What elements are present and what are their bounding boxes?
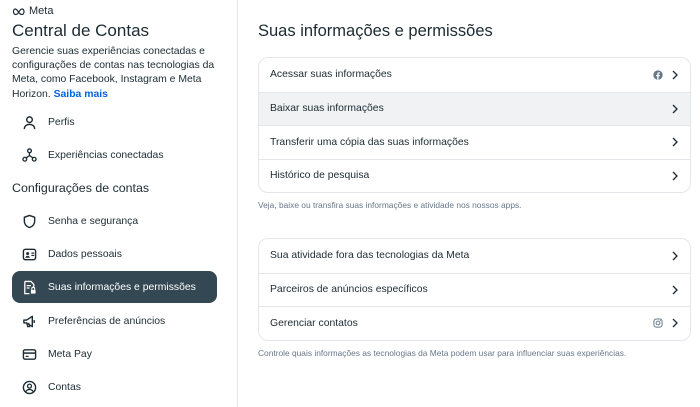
sidebar-item-label: Contas <box>48 381 81 393</box>
sidebar-item-senha[interactable] <box>12 205 217 237</box>
id-card-icon <box>22 247 37 262</box>
group2-caption: Controle quais informações as tecnologias da Meta podem usar para influenciar suas experiências. <box>258 348 627 358</box>
sidebar-item-label: Experiências conectadas <box>48 149 164 161</box>
main-content <box>238 0 700 407</box>
sidebar-item-perfis[interactable] <box>12 106 217 138</box>
document-lock-icon <box>22 280 37 295</box>
megaphone-icon <box>22 314 37 329</box>
row-gerenciar-contatos[interactable] <box>259 306 690 340</box>
section-title: Suas informações e permissões <box>258 22 493 40</box>
chevron-right-icon <box>671 137 679 147</box>
sidebar-item-label: Suas informações e permissões <box>48 281 196 293</box>
row-acessar-informacoes[interactable] <box>259 58 690 92</box>
sidebar-item-informacoes[interactable] <box>12 271 217 303</box>
sidebar-item-label: Senha e segurança <box>48 215 139 227</box>
row-label: Gerenciar contatos <box>270 317 358 329</box>
sidebar-item-anuncios[interactable] <box>12 305 217 337</box>
credit-card-icon <box>22 347 37 362</box>
row-parceiros-anuncios[interactable] <box>259 273 690 307</box>
chevron-right-icon <box>671 104 679 114</box>
sidebar <box>0 0 238 407</box>
sidebar-description <box>12 45 230 102</box>
row-atividade-fora[interactable] <box>259 239 690 273</box>
page-title: Central de Contas <box>12 21 150 40</box>
row-baixar-informacoes[interactable] <box>259 92 690 126</box>
instagram-icon <box>653 318 663 328</box>
meta-logo[interactable] <box>12 5 53 17</box>
person-icon <box>22 115 37 130</box>
account-circle-icon <box>22 380 37 395</box>
shield-icon <box>22 214 37 229</box>
sidebar-item-label: Meta Pay <box>48 348 92 360</box>
brand-name: Meta <box>29 5 54 17</box>
row-label: Transferir uma cópia das suas informações <box>270 136 469 148</box>
chevron-right-icon <box>671 318 679 328</box>
sidebar-item-contas[interactable] <box>12 371 217 403</box>
sidebar-item-label: Perfis <box>48 116 75 128</box>
row-historico-pesquisa[interactable] <box>259 159 690 193</box>
sidebar-item-experiencias[interactable] <box>12 139 217 171</box>
chevron-right-icon <box>671 251 679 261</box>
description-text: Gerencie suas experiências conectadas e configurações de contas nas tecnologias da Meta, como Facebook, Instagram e Meta Horizon. <box>12 46 215 100</box>
sidebar-item-meta-pay[interactable] <box>12 338 217 370</box>
learn-more-link[interactable]: Saiba mais <box>53 88 108 100</box>
group1-caption: Veja, baixe ou transfira suas informações e atividade nos nossos apps. <box>258 200 522 210</box>
facebook-icon <box>653 70 663 80</box>
sidebar-item-label: Dados pessoais <box>48 248 122 260</box>
chevron-right-icon <box>671 171 679 181</box>
sidebar-item-dados[interactable] <box>12 238 217 270</box>
sidebar-item-label: Preferências de anúncios <box>48 315 166 327</box>
row-label: Baixar suas informações <box>270 103 384 115</box>
row-label: Parceiros de anúncios específicos <box>270 284 428 296</box>
row-transferir-copia[interactable] <box>259 125 690 159</box>
connected-nodes-icon <box>22 148 37 163</box>
row-label: Histórico de pesquisa <box>270 170 370 182</box>
section-label: Configurações de contas <box>12 181 150 195</box>
chevron-right-icon <box>671 70 679 80</box>
meta-infinity-icon <box>12 7 26 16</box>
chevron-right-icon <box>671 285 679 295</box>
row-label: Sua atividade fora das tecnologias da Meta <box>270 250 470 262</box>
activity-settings-card <box>258 238 691 341</box>
row-label: Acessar suas informações <box>270 69 392 81</box>
info-settings-card <box>258 57 691 193</box>
